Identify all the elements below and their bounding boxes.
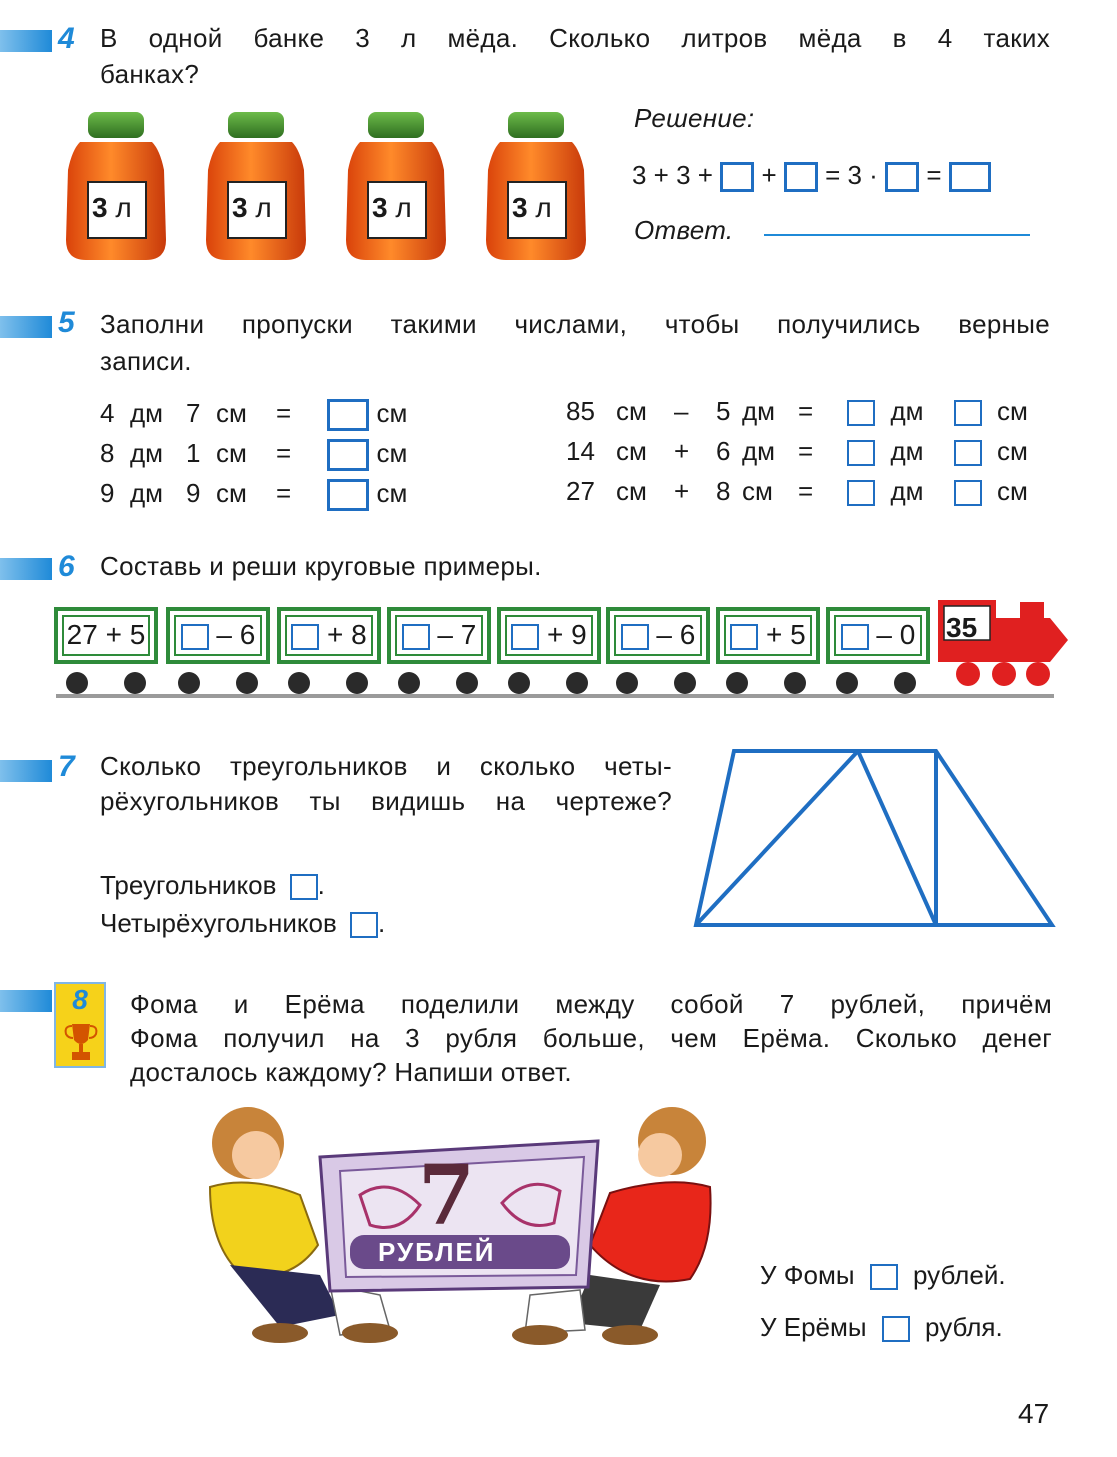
task-8-marker xyxy=(0,990,52,1012)
answer-box[interactable] xyxy=(181,624,209,650)
engine-number: 35 xyxy=(946,612,978,643)
wheel xyxy=(508,672,530,694)
task-8-text-line3: досталось каждому? Напиши ответ. xyxy=(130,1057,572,1087)
wheel xyxy=(616,672,638,694)
answer-box[interactable] xyxy=(511,624,539,650)
jar-2-label: 3 л xyxy=(232,192,272,223)
answer-label: Ответ. xyxy=(634,215,734,245)
solution-equation: 3 + 3 + + = 3 · = xyxy=(632,160,991,192)
answer-box[interactable] xyxy=(841,624,869,650)
answer-box[interactable] xyxy=(954,400,982,426)
wheel xyxy=(236,672,258,694)
task-5-text-line2: записи. xyxy=(100,346,192,376)
triangles-answer-row: Треугольников . xyxy=(100,870,325,900)
task-7-text-line2: рёхугольников ты видишь на чертеже? xyxy=(100,786,672,816)
wagon: – 7 xyxy=(387,607,491,664)
wheel xyxy=(288,672,310,694)
wheel xyxy=(726,672,748,694)
wheel xyxy=(398,672,420,694)
wheel xyxy=(894,672,916,694)
rail-line xyxy=(56,694,1054,698)
answer-box[interactable] xyxy=(847,400,875,426)
wheel xyxy=(836,672,858,694)
answer-box[interactable] xyxy=(350,912,378,938)
page-number: 47 xyxy=(1018,1398,1050,1429)
answer-box[interactable] xyxy=(720,162,754,192)
wagon: – 6 xyxy=(606,607,710,664)
conversion-row-left-2: 8 дм 1 см = см xyxy=(100,438,407,471)
trophy-icon xyxy=(62,1022,100,1064)
answer-box[interactable] xyxy=(954,440,982,466)
wagon: – 0 xyxy=(826,607,930,664)
task-6-marker xyxy=(0,558,52,580)
answer-box[interactable] xyxy=(730,624,758,650)
answer-box[interactable] xyxy=(327,399,369,431)
solution-label: Решение: xyxy=(634,103,755,133)
answer-box[interactable] xyxy=(885,162,919,192)
wheel xyxy=(674,672,696,694)
wagon: + 9 xyxy=(497,607,601,664)
jar-3 xyxy=(346,112,446,260)
task-8-number: 8 xyxy=(72,984,88,1015)
wheel xyxy=(66,672,88,694)
quads-answer-row: Четырёхугольников . xyxy=(100,908,386,938)
wagon: + 8 xyxy=(277,607,381,664)
jar-2 xyxy=(206,112,306,260)
answer-box[interactable] xyxy=(882,1316,910,1342)
answer-box[interactable] xyxy=(621,624,649,650)
olympiad-badge xyxy=(54,982,106,1068)
jar-4 xyxy=(486,112,586,260)
erema-answer-row: У Ерёмы рубля. xyxy=(760,1312,1003,1342)
conversion-row-left-3: 9 дм 9 см = см xyxy=(100,478,407,511)
answer-box[interactable] xyxy=(949,162,991,192)
wagon-start: 27 + 5 xyxy=(54,607,158,664)
task-6-text: Составь и реши круговые примеры. xyxy=(100,551,542,581)
banknote-number: 7 xyxy=(418,1148,476,1244)
wheel xyxy=(456,672,478,694)
jar-4-label: 3 л xyxy=(512,192,552,223)
conversion-row-right-3: 27 см + 8 см = дм см xyxy=(566,476,1028,506)
task-8-text-line1: Фома и Ерёма поделили между собой 7 рублей, причём xyxy=(130,989,1052,1019)
honey-jars-illustration xyxy=(60,110,600,270)
answer-line[interactable] xyxy=(764,234,1030,236)
conversion-row-right-1: 85 см – 5 дм = дм см xyxy=(566,396,1028,426)
task-4-marker xyxy=(0,30,52,52)
foma-answer-row: У Фомы рублей. xyxy=(760,1260,1006,1290)
task-4-number: 4 xyxy=(58,22,75,55)
answer-box[interactable] xyxy=(847,440,875,466)
geometry-drawing xyxy=(690,745,1060,930)
answer-box[interactable] xyxy=(327,439,369,471)
task-4-text-line2: банках? xyxy=(100,59,200,89)
jar-3-label: 3 л xyxy=(372,192,412,223)
answer-box[interactable] xyxy=(327,479,369,511)
wheel xyxy=(178,672,200,694)
answer-box[interactable] xyxy=(784,162,818,192)
task-7-text-line1: Сколько треугольников и сколько четы- xyxy=(100,751,672,781)
conversion-row-right-2: 14 см + 6 дм = дм см xyxy=(566,436,1028,466)
wheel xyxy=(346,672,368,694)
task-5-marker xyxy=(0,316,52,338)
wagon: – 6 xyxy=(166,607,270,664)
answer-box[interactable] xyxy=(870,1264,898,1290)
answer-box[interactable] xyxy=(290,874,318,900)
answer-box[interactable] xyxy=(291,624,319,650)
task-7-number: 7 xyxy=(58,750,75,783)
wheel xyxy=(784,672,806,694)
jar-1-label: 3 л xyxy=(92,192,132,223)
task-4-text-line1: В одной банке 3 л мёда. Сколько литров мёда в 4 таких xyxy=(100,23,1050,53)
answer-box[interactable] xyxy=(402,624,430,650)
wheel xyxy=(124,672,146,694)
answer-box[interactable] xyxy=(954,480,982,506)
jar-1 xyxy=(66,112,166,260)
task-5-number: 5 xyxy=(58,306,75,339)
wheel xyxy=(566,672,588,694)
conversion-row-left-1: 4 дм 7 см = см xyxy=(100,398,407,431)
banknote-word: РУБЛЕЙ xyxy=(378,1237,496,1267)
task-8-text-line2: Фома получил на 3 рубля больше, чем Ерёма. Сколько денег xyxy=(130,1023,1052,1053)
wagon: + 5 xyxy=(716,607,820,664)
task-6-number: 6 xyxy=(58,550,75,583)
answer-box[interactable] xyxy=(847,480,875,506)
task-7-marker xyxy=(0,760,52,782)
task-5-text-line1: Заполни пропуски такими числами, чтобы получились верные xyxy=(100,309,1050,339)
